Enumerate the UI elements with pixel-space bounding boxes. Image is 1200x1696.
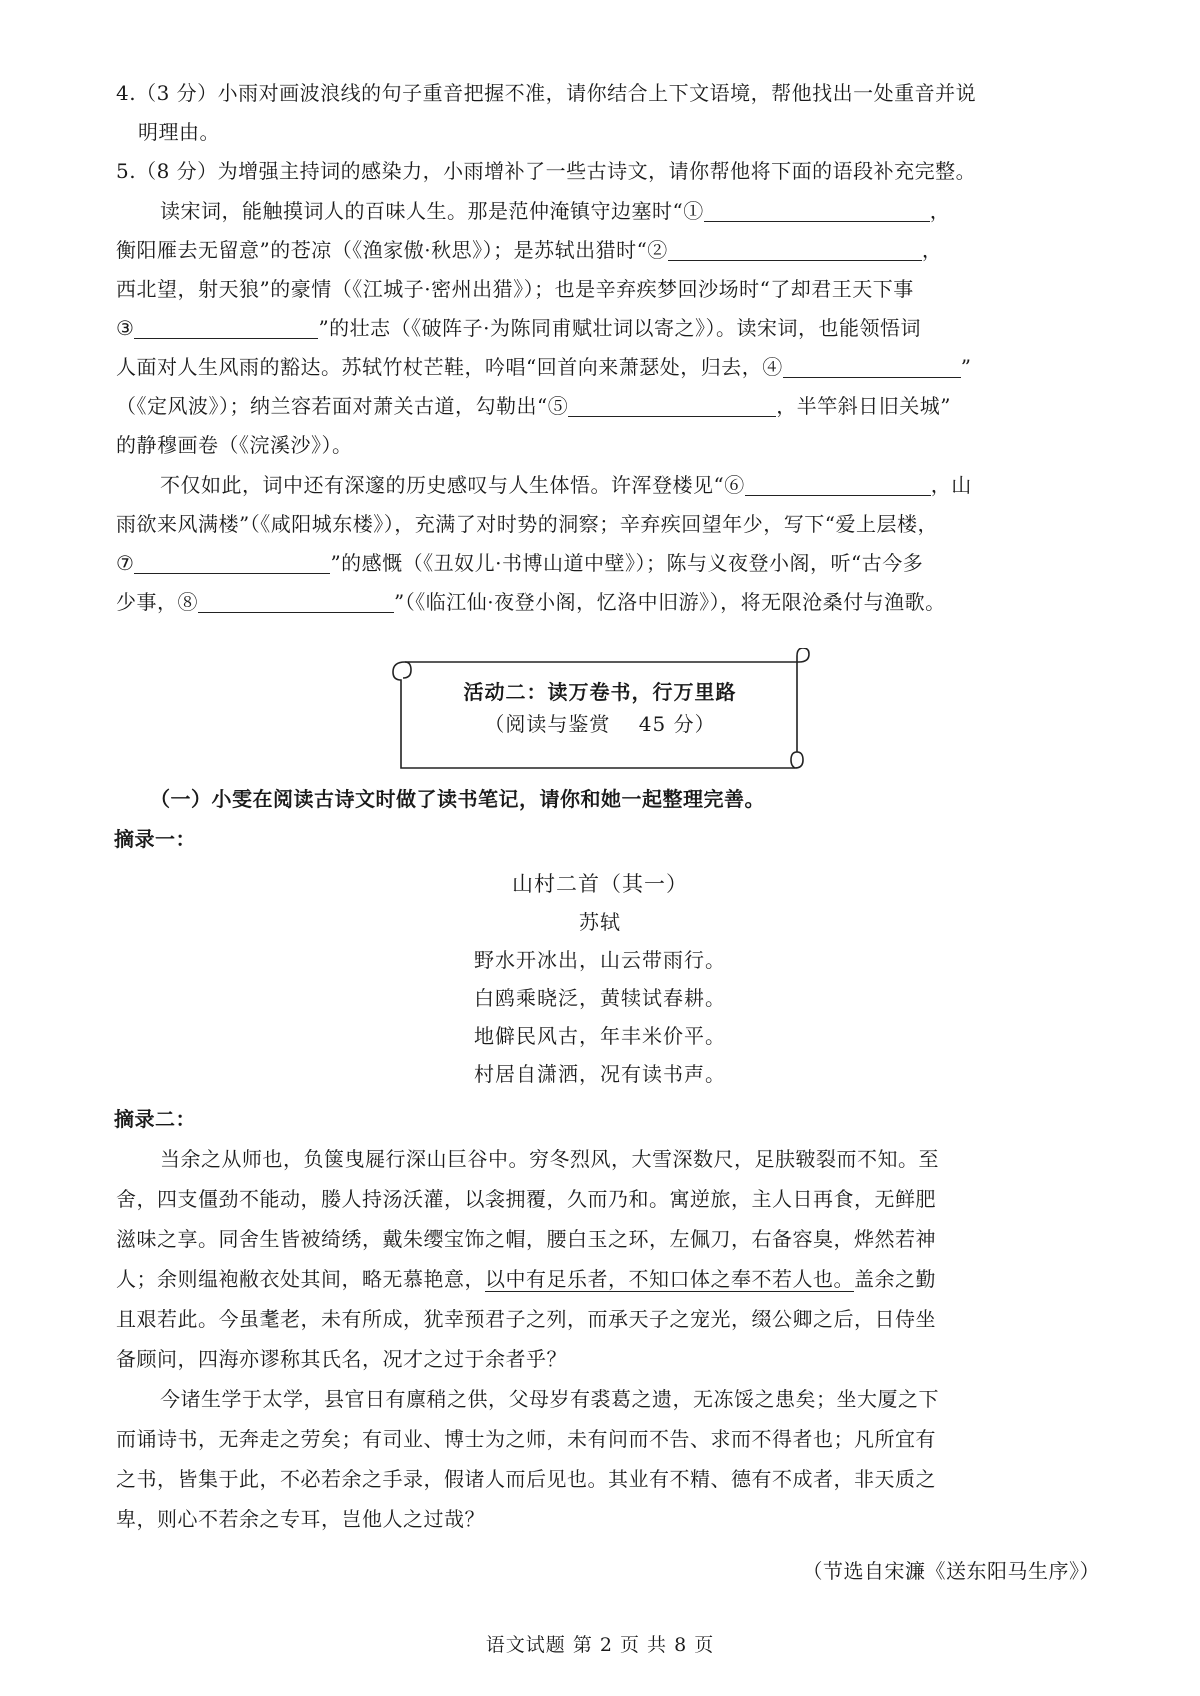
poem-line-4: 村居自潇洒，况有读书声。	[474, 1062, 726, 1086]
q5-line7: 的静穆画卷（《浣溪沙》）。	[116, 433, 353, 457]
q5-line4: ③ ”的壮志（《破阵子·为陈同甫赋壮词以寄之》）。读宋词，也能领悟词	[116, 309, 1106, 348]
prose-line-6: 备顾问，四海亦谬称其氏名，况才之过于余者乎？	[116, 1347, 567, 1371]
blank-2[interactable]	[668, 234, 922, 261]
q5-line9: 雨欲来风满楼”（《咸阳城东楼》），充满了对时势的洞察；辛弃疾回望年少，写下“爱上层楼，	[116, 512, 938, 536]
blank-8[interactable]	[198, 586, 394, 613]
poem-author: 苏轼	[579, 910, 621, 934]
q5-line3: 西北望，射天狼”的豪情（《江城子·密州出猎》）；也是辛弃疾梦回沙场时“了却君王天下事	[116, 277, 914, 301]
prose-line-5: 且艰若此。今虽耄老，未有所成，犹幸预君子之列，而承天子之宠光，缀公卿之后，日侍坐	[116, 1307, 936, 1331]
underlined-sentence: 以中有足乐者，不知口体之奉不若人也。	[485, 1267, 854, 1291]
poem-line-1: 野水开冰出，山云带雨行。	[474, 948, 726, 972]
q4-line1: 4.（3 分）小雨对画波浪线的句子重音把握不准，请你结合上下文语境，帮他找出一处重音并说	[116, 81, 977, 105]
q5-stem: 5.（8 分）为增强主持词的感染力，小雨增补了一些古诗文，请你帮他将下面的语段补充完整。	[116, 159, 977, 183]
poem-title: 山村二首（其一）	[512, 872, 688, 896]
blank-6[interactable]	[745, 469, 931, 496]
excerpt1-label: 摘录一：	[114, 827, 196, 851]
prose-line-8: 而诵诗书，无奔走之劳矣；有司业、博士为之师，未有问而不告、求而不得者也；凡所宜有	[116, 1427, 936, 1451]
q5-line11: 少事，⑧ ”（《临江仙·夜登小阁，忆洛中旧游》），将无限沧桑付与渔歌。	[116, 583, 1106, 622]
prose-line-9: 之书，皆集于此，不必若余之手录，假诸人而后见也。其业有不精、德有不成者，非天质之	[116, 1467, 936, 1491]
prose-line-4: 人；余则缊袍敝衣处其间，略无慕艳意，以中有足乐者，不知口体之奉不若人也。盖余之勤	[116, 1267, 936, 1291]
activity-title: 活动二：读万卷书，行万里路	[463, 680, 737, 704]
q5-line6: （《定风波》）；纳兰容若面对萧关古道，勾勒出“⑤ ，半竿斜日旧关城”	[116, 387, 1106, 426]
q5-line5: 人面对人生风雨的豁达。苏轼竹杖芒鞋，吟唱“回首向来萧瑟处，归去，④ ”	[116, 348, 1106, 387]
q5-line1: 读宋词，能触摸词人的百味人生。那是范仲淹镇守边塞时“① ，	[116, 192, 1150, 231]
prose-line-7: 今诸生学于太学，县官日有廪稍之供，父母岁有裘葛之遗，无冻馁之患矣；坐大厦之下	[160, 1387, 939, 1411]
activity-subtitle: （阅读与鉴赏 45 分）	[484, 712, 716, 736]
prose-line-3: 滋味之享。同舍生皆被绮绣，戴朱缨宝饰之帽，腰白玉之环，左佩刀，右备容臭，烨然若神	[116, 1227, 936, 1251]
prose-line-10: 卑，则心不若余之专耳，岂他人之过哉？	[116, 1507, 485, 1531]
q4-line2: 明理由。	[138, 120, 220, 144]
prose-line-1: 当余之从师也，负箧曳屣行深山巨谷中。穷冬烈风，大雪深数尺，足肤皲裂而不知。至	[160, 1147, 939, 1171]
blank-7[interactable]	[134, 547, 330, 574]
blank-1[interactable]	[704, 195, 930, 222]
prose-line-2: 舍，四支僵劲不能动，媵人持汤沃灌，以衾拥覆，久而乃和。寓逆旅，主人日再食，无鲜肥	[116, 1187, 936, 1211]
poem-line-3: 地僻民风古，年丰米价平。	[474, 1024, 726, 1048]
page-footer: 语文试题 第 2 页 共 8 页	[485, 1634, 715, 1656]
poem-line-2: 白鸥乘晓泛，黄犊试春耕。	[474, 986, 726, 1010]
blank-5[interactable]	[568, 390, 776, 417]
section-heading: （一）小雯在阅读古诗文时做了读书笔记，请你和她一起整理完善。	[150, 787, 765, 811]
blank-4[interactable]	[783, 351, 961, 378]
q5-line8: 不仅如此，词中还有深邃的历史感叹与人生体悟。许浑登楼见“⑥ ，山	[116, 466, 1150, 505]
q5-line2: 衡阳雁去无留意”的苍凉（《渔家傲·秋思》）；是苏轼出猎时“② ，	[116, 231, 1106, 270]
source-citation: （节选自宋濂《送东阳马生序》）	[802, 1559, 1100, 1583]
excerpt2-label: 摘录二：	[114, 1107, 196, 1131]
blank-3[interactable]	[134, 312, 318, 339]
q5-line10: ⑦ ”的感慨（《丑奴儿·书博山道中壁》）；陈与义夜登小阁，听“古今多	[116, 544, 1106, 583]
